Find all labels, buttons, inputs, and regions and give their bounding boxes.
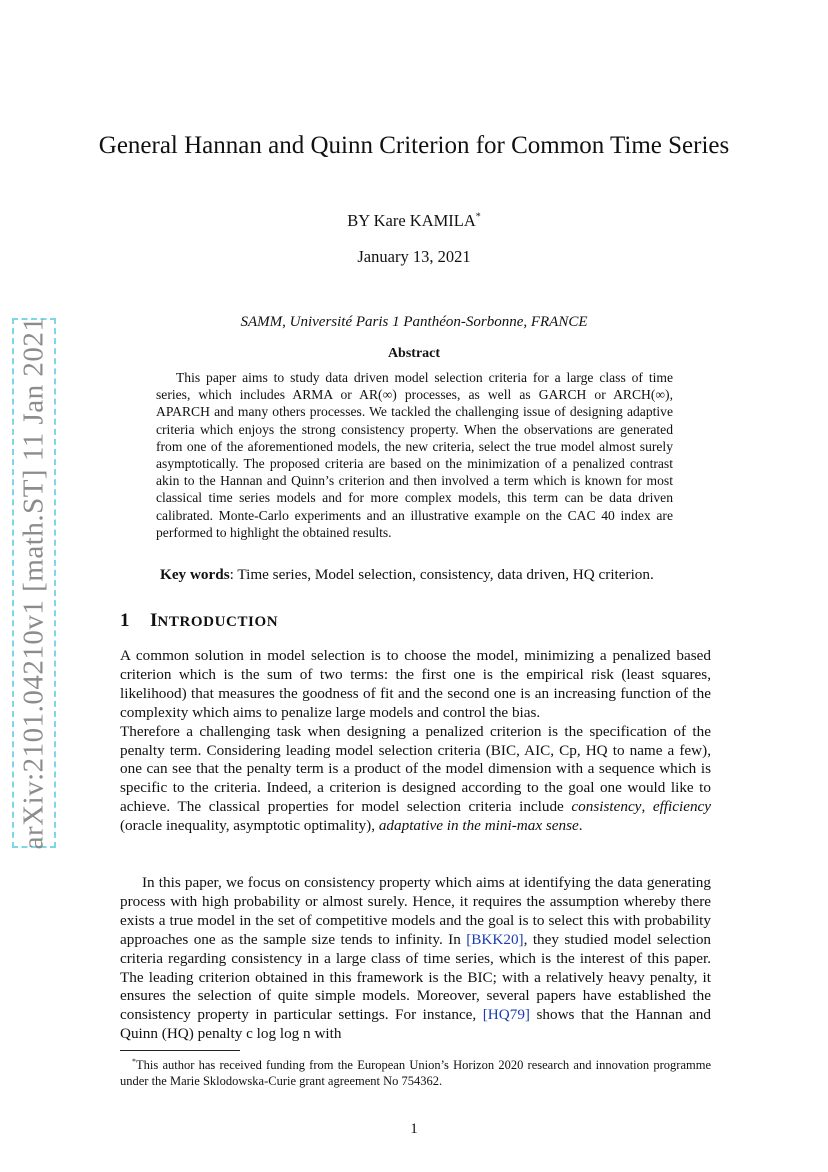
arxiv-stamp: [12, 318, 56, 848]
funding-footnote: [120, 1054, 711, 1089]
section-title-initial: I: [150, 610, 158, 631]
intro-paragraph-1: [120, 647, 711, 836]
paper-title: General Hannan and Quinn Criterion for Common Time Series: [98, 132, 730, 159]
term-efficiency: efficiency: [652, 798, 712, 816]
footnote-mark: *: [132, 1057, 136, 1066]
intro-text-2a: In this paper, we focus on consistency property which aims at identifying the data generating process with high probability or almost surely. Hence, it requires the assumption whereby there exists a true model in the set of competitive models and the goal is to select this with probability approaches one as the sample size tends to infinity. In: [120, 874, 711, 948]
author-footnote-mark[interactable]: *: [475, 211, 481, 223]
intro-text-2c: shows that the Hannan and Quinn (HQ) penalty c log log n with: [120, 1006, 711, 1043]
arxiv-identifier: arXiv:2101.04210v1 [math.ST] 11 Jan 2021: [17, 316, 50, 850]
keywords-label: Key words: [160, 566, 230, 583]
author-line: [0, 211, 828, 231]
intro-text-1b: Therefore a challenging task when designing a penalized criterion is the specification of the penalty term. Considering leading model selection criteria (BIC, AIC, Cp, HQ to name a few), one can see that the penalty term is a product of the model dimension with a sequence which is specific to the criteria. Indeed, a criterion is designed according to the goal one would like to achieve. The classical properties for model selection criteria include: [120, 722, 711, 816]
intro-paragraph-2: [120, 874, 711, 1044]
abstract-heading: Abstract: [387, 346, 441, 361]
citation-hq79[interactable]: [ HQ79 ]: [483, 1006, 530, 1023]
footnote-divider: [120, 1050, 240, 1051]
intro-separator: ,: [641, 798, 653, 816]
affiliation: SAMM, Université Paris 1 Panthéon-Sorbonne, FRANCE: [240, 314, 588, 330]
footnote-text: This author has received funding from the European Union’s Horizon 2020 research and innovation programme under the Marie Sklodowska-Curie grant agreement No 754362.: [120, 1058, 711, 1088]
section-heading: [120, 610, 278, 632]
intro-text-1c: (oracle inequality, asymptotic optimality),: [120, 817, 379, 835]
keywords: [160, 566, 720, 584]
term-adaptative: adaptative in the mini-max sense: [378, 817, 579, 835]
intro-text-2b: , they studied model selection criteria regarding consistency in a large class of time series, which is the interest of this paper. The leading criterion obtained in this framework is the BIC; with a relatively heavy penalty, it ensures the selection of quite simple models. Moreover, several papers have established the consistency property in particular settings. For instance,: [120, 930, 712, 1024]
author-name: BY Kare KAMILA: [347, 211, 476, 230]
intro-text-1a: A common solution in model selection is to choose the model, minimizing a penalized based criterion which is the sum of two terms: the first one is the empirical risk (least squares, likelihood) that measures the goodness of fit and the second one is an increasing function of the complexity which aims to penalize large models and control the bias.: [120, 647, 711, 721]
section-number: 1: [120, 610, 130, 631]
intro-period: .: [578, 817, 583, 835]
citation-bkk20[interactable]: [ BKK20 ]: [466, 931, 523, 948]
keywords-list: : Time series, Model selection, consistency, data driven, HQ criterion.: [229, 566, 654, 583]
publication-date: January 13, 2021: [357, 247, 471, 266]
term-consistency: consistency: [571, 798, 642, 816]
section-title-rest: NTRODUCTION: [157, 614, 279, 630]
page-number: 1: [410, 1121, 418, 1137]
abstract-text: This paper aims to study data driven model selection criteria for a large class of time series, which includes ARMA or AR(∞) processes, as well as GARCH or ARCH(∞), APARCH and many others processes. We tackled the challenging issue of designing adaptive criteria which enjoys the strong consistency property. When the observations are generated from one of the aforementioned models, the new criteria, select the true model almost surely asymptotically. The proposed criteria are based on the minimization of a penalized contrast akin to the Hannan and Quinn’s criterion and then involved a term which is known for most classical time series models and for more complex models, this term can be data driven calibrated. Monte-Carlo experiments and an illustrative example on the CAC 40 index are performed to highlight the obtained results.: [156, 370, 673, 540]
